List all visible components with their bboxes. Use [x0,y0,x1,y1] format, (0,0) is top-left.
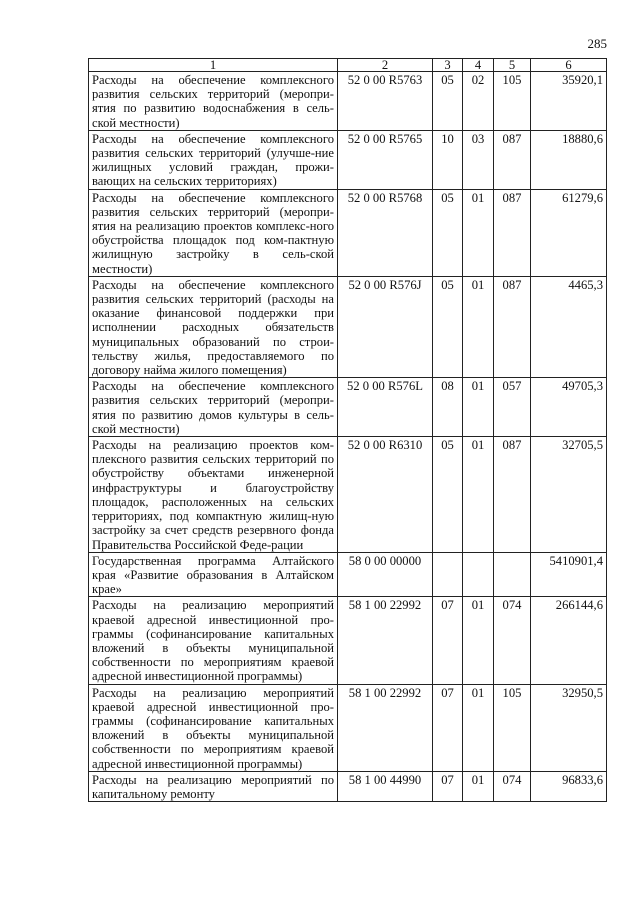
row-subsection-cell: 01 [463,771,494,801]
column-header-3: 3 [433,59,463,72]
table-row [89,189,607,276]
row-section-cell: 07 [433,771,463,801]
row-name-cell: Государственная программа Алтайского края «Развитие образования в Алтайском крае» [89,552,338,597]
row-name-cell: Расходы на обеспечение комплексного развития сельских территорий (расходы на оказание финансовой поддержки при исполнении расходных обязательств муниципальных образований по строи-тельству жилья, предоставляемого по договору найма жилого помещения) [89,276,338,377]
row-expense-type-cell: 087 [494,189,531,276]
row-code-cell: 52 0 00 R576J [338,276,433,377]
budget-table [88,58,607,802]
row-section-cell: 05 [433,437,463,553]
row-expense-type-cell: 087 [494,437,531,553]
row-subsection-cell: 01 [463,437,494,553]
column-header-2: 2 [338,59,433,72]
row-amount-cell: 61279,6 [531,189,607,276]
table-header-row [89,59,607,72]
row-name-cell: Расходы на обеспечение комплексного развития сельских территорий (меропри-ятия по развитию водоснабжения в сель-ской местности) [89,72,338,131]
row-name-cell: Расходы на обеспечение комплексного развития сельских территорий (меропри-ятия на реализацию проектов комплекс-ного обустройства площадок под ком-пактную жилищную застройку в сель-ской местности) [89,189,338,276]
row-expense-type-cell: 105 [494,72,531,131]
row-subsection-cell: 03 [463,130,494,189]
row-name-cell: Расходы на реализацию мероприятий краевой адресной инвестиционной про-граммы (софинансирование капитальных вложений в объекты муниципальной собственности по мероприятиям краевой адресной инвестиционной программы) [89,597,338,684]
row-subsection-cell: 02 [463,72,494,131]
table-row [89,72,607,131]
row-amount-cell: 32705,5 [531,437,607,553]
row-section-cell: 08 [433,378,463,437]
row-subsection-cell [463,552,494,597]
row-section-cell: 05 [433,72,463,131]
row-section-cell: 05 [433,276,463,377]
row-section-cell: 07 [433,597,463,684]
row-code-cell: 58 0 00 00000 [338,552,433,597]
table-row [89,552,607,597]
row-amount-cell: 49705,3 [531,378,607,437]
row-expense-type-cell: 074 [494,771,531,801]
row-expense-type-cell: 057 [494,378,531,437]
row-name-cell: Расходы на обеспечение комплексного развития сельских территорий (улучше-ние жилищных условий граждан, прожи-вающих на сельских территориях) [89,130,338,189]
row-subsection-cell: 01 [463,276,494,377]
row-amount-cell: 18880,6 [531,130,607,189]
row-code-cell: 58 1 00 44990 [338,771,433,801]
row-name-cell: Расходы на реализацию мероприятий по капитальному ремонту [89,771,338,801]
row-code-cell: 58 1 00 22992 [338,597,433,684]
column-header-6: 6 [531,59,607,72]
table-row [89,437,607,553]
row-code-cell: 52 0 00 R6310 [338,437,433,553]
column-header-4: 4 [463,59,494,72]
row-amount-cell: 266144,6 [531,597,607,684]
table-row [89,684,607,771]
row-subsection-cell: 01 [463,189,494,276]
row-subsection-cell: 01 [463,378,494,437]
row-name-cell: Расходы на обеспечение комплексного развития сельских территорий (меропри-ятия по развитию домов культуры в сель-ской местности) [89,378,338,437]
row-subsection-cell: 01 [463,684,494,771]
row-section-cell [433,552,463,597]
row-expense-type-cell [494,552,531,597]
row-expense-type-cell: 074 [494,597,531,684]
row-expense-type-cell: 087 [494,276,531,377]
row-code-cell: 52 0 00 R5763 [338,72,433,131]
row-amount-cell: 96833,6 [531,771,607,801]
row-expense-type-cell: 087 [494,130,531,189]
row-amount-cell: 35920,1 [531,72,607,131]
row-expense-type-cell: 105 [494,684,531,771]
row-amount-cell: 5410901,4 [531,552,607,597]
table-row [89,130,607,189]
row-section-cell: 07 [433,684,463,771]
row-code-cell: 52 0 00 R5765 [338,130,433,189]
row-amount-cell: 4465,3 [531,276,607,377]
row-code-cell: 52 0 00 R576L [338,378,433,437]
row-name-cell: Расходы на реализацию мероприятий краевой адресной инвестиционной про-граммы (софинансирование капитальных вложений в объекты муниципальной собственности по мероприятиям краевой адресной инвестиционной программы) [89,684,338,771]
row-subsection-cell: 01 [463,597,494,684]
table-row [89,771,607,801]
row-code-cell: 52 0 00 R5768 [338,189,433,276]
table-row [89,597,607,684]
row-code-cell: 58 1 00 22992 [338,684,433,771]
table-row [89,378,607,437]
column-header-5: 5 [494,59,531,72]
table-row [89,276,607,377]
row-section-cell: 10 [433,130,463,189]
column-header-1: 1 [89,59,338,72]
row-name-cell: Расходы на реализацию проектов ком-плексного развития сельских территорий по обустройству объектами инженерной инфраструктуры и благоустройству площадок, расположенных на сельских территориях, под компактную жилищ-ную застройку за счет средств резервного фонда Правительства Российской Феде-рации [89,437,338,553]
row-amount-cell: 32950,5 [531,684,607,771]
page-number: 285 [587,36,607,51]
row-section-cell: 05 [433,189,463,276]
